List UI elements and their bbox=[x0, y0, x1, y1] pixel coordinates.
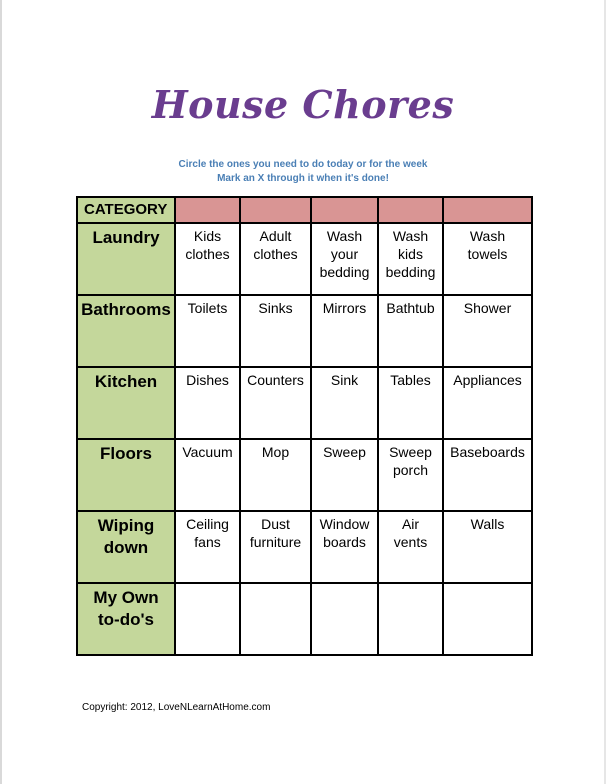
category-header: CATEGORY bbox=[77, 197, 175, 223]
chore-cell[interactable] bbox=[175, 367, 240, 439]
chore-label: Counters bbox=[247, 372, 304, 388]
category-label: Kitchen bbox=[94, 372, 158, 391]
header-cell bbox=[240, 197, 311, 223]
category-cell bbox=[77, 223, 175, 295]
table-row bbox=[77, 223, 532, 295]
chore-cell[interactable] bbox=[175, 439, 240, 511]
chore-label: Walls bbox=[470, 516, 505, 532]
category-label: Floors bbox=[100, 444, 152, 463]
chore-label: Wash towels bbox=[467, 228, 508, 262]
chore-cell[interactable] bbox=[311, 439, 378, 511]
chore-cell[interactable] bbox=[311, 223, 378, 295]
chore-cell[interactable] bbox=[175, 295, 240, 367]
chore-label: Dust furniture bbox=[249, 516, 302, 550]
chore-label: Wash kids bedding bbox=[385, 228, 436, 280]
chore-cell[interactable] bbox=[240, 439, 311, 511]
category-label: Bathrooms bbox=[81, 300, 171, 319]
chore-cell[interactable] bbox=[378, 439, 443, 511]
chore-cell[interactable] bbox=[175, 583, 240, 655]
chore-cell[interactable] bbox=[378, 367, 443, 439]
chore-cell[interactable] bbox=[443, 223, 532, 295]
chore-label: Sweep porch bbox=[389, 444, 432, 478]
chore-label: Kids clothes bbox=[185, 228, 230, 262]
chore-cell[interactable] bbox=[443, 583, 532, 655]
chore-label: Window boards bbox=[319, 516, 370, 550]
chore-label: Sink bbox=[330, 372, 359, 388]
chore-cell[interactable] bbox=[378, 583, 443, 655]
instructions bbox=[0, 158, 606, 186]
chore-label: Toilets bbox=[187, 300, 228, 316]
chore-cell[interactable] bbox=[443, 295, 532, 367]
table-row bbox=[77, 583, 532, 655]
category-cell bbox=[77, 583, 175, 655]
instruction-line-1: Circle the ones you need to do today or for the week bbox=[178, 159, 428, 170]
chore-label: Appliances bbox=[453, 372, 522, 388]
chore-label: Tables bbox=[390, 372, 431, 388]
category-label: My Own to-do's bbox=[93, 588, 159, 629]
chore-label: Mop bbox=[261, 444, 290, 460]
chore-cell[interactable] bbox=[311, 583, 378, 655]
chore-cell[interactable] bbox=[240, 511, 311, 583]
chore-label: Dishes bbox=[186, 372, 229, 388]
chore-label: Wash your bedding bbox=[319, 228, 370, 280]
chore-cell[interactable] bbox=[443, 367, 532, 439]
header-cell bbox=[378, 197, 443, 223]
category-cell bbox=[77, 367, 175, 439]
chore-label bbox=[176, 584, 239, 587]
category-label: Laundry bbox=[92, 228, 160, 247]
category-cell bbox=[77, 511, 175, 583]
chore-label bbox=[241, 584, 310, 587]
chore-cell[interactable] bbox=[378, 295, 443, 367]
chore-cell[interactable] bbox=[443, 439, 532, 511]
table-row bbox=[77, 367, 532, 439]
chore-cell[interactable] bbox=[311, 295, 378, 367]
table-row bbox=[77, 439, 532, 511]
header-cell bbox=[311, 197, 378, 223]
chore-label: Baseboards bbox=[450, 444, 525, 460]
chore-cell[interactable] bbox=[240, 583, 311, 655]
category-cell bbox=[77, 295, 175, 367]
copyright-notice: Copyright: 2012, LoveNLearnAtHome.com bbox=[82, 702, 271, 713]
chore-cell[interactable] bbox=[240, 223, 311, 295]
chore-label: Air vents bbox=[393, 516, 428, 550]
page-title: House Chores bbox=[151, 82, 455, 127]
chore-label: Adult clothes bbox=[253, 228, 298, 262]
chore-cell[interactable] bbox=[175, 223, 240, 295]
chore-label: Shower bbox=[463, 300, 512, 316]
chore-cell[interactable] bbox=[443, 511, 532, 583]
category-cell bbox=[77, 439, 175, 511]
chore-label bbox=[312, 584, 377, 587]
chore-cell[interactable] bbox=[240, 367, 311, 439]
chores-table bbox=[76, 196, 533, 656]
chore-label: Sinks bbox=[258, 300, 293, 316]
chore-label: Mirrors bbox=[322, 300, 367, 316]
category-label: Wiping down bbox=[97, 516, 155, 557]
chore-label: Vacuum bbox=[182, 444, 233, 460]
chore-label: Bathtub bbox=[386, 300, 435, 316]
chore-label: Sweep bbox=[323, 444, 366, 460]
chore-cell[interactable] bbox=[378, 223, 443, 295]
chore-cell[interactable] bbox=[240, 295, 311, 367]
table-header-row bbox=[77, 197, 532, 223]
chore-label bbox=[444, 584, 531, 587]
chore-cell[interactable] bbox=[378, 511, 443, 583]
table-row bbox=[77, 295, 532, 367]
header-cell bbox=[443, 197, 532, 223]
chore-cell[interactable] bbox=[311, 511, 378, 583]
chore-cell[interactable] bbox=[175, 511, 240, 583]
table-row bbox=[77, 511, 532, 583]
header-cell bbox=[175, 197, 240, 223]
chore-label bbox=[379, 584, 442, 587]
instruction-line-2: Mark an X through it when it's done! bbox=[217, 173, 389, 184]
chore-cell[interactable] bbox=[311, 367, 378, 439]
chore-label: Ceiling fans bbox=[186, 516, 229, 550]
